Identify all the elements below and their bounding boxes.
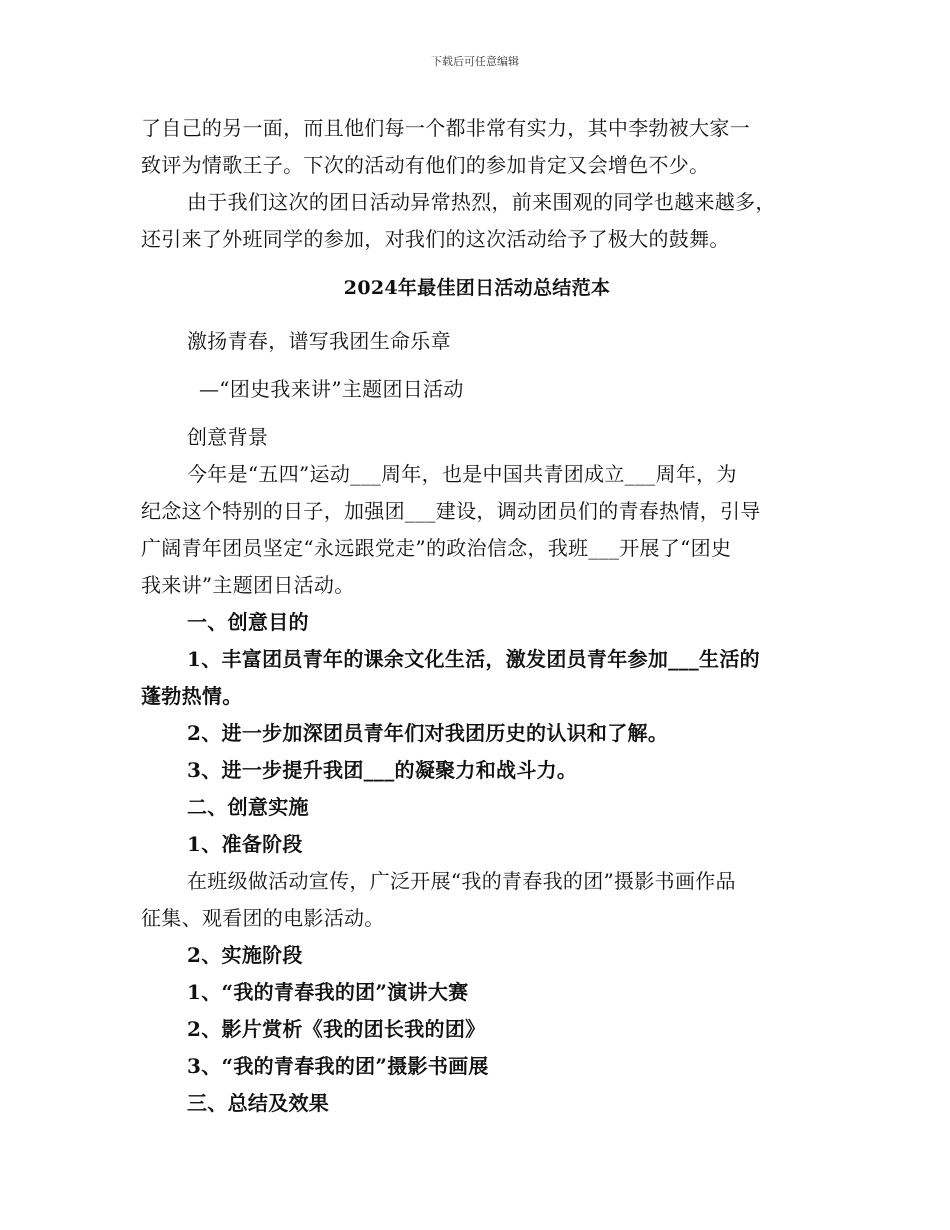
section1-item1-line2: 蓬勃热情。 [141, 684, 243, 708]
section2-event3: 3、“我的青春我的团”摄影书画展 [187, 1054, 489, 1078]
section2-phase1-line1: 在班级做活动宣传，广泛开展“我的青春我的团”摄影书画作品 [187, 869, 736, 893]
intro-p2-line1: 由于我们这次的团日活动异常热烈，前来围观的同学也越来越多， [187, 190, 776, 214]
document-body [141, 110, 813, 1122]
section2-event1: 1、“我的青春我的团”演讲大赛 [187, 980, 469, 1004]
page-header: 下载后可任意编辑 [431, 55, 519, 68]
section2-phase1: 1、准备阶段 [187, 832, 303, 856]
background-heading: 创意背景 [187, 425, 269, 449]
section1-heading: 一、创意目的 [187, 610, 309, 634]
section2-event2: 2、影片赏析《我的团长我的团》 [187, 1017, 486, 1041]
intro-p1-line2: 致评为情歌王子。下次的活动有他们的参加肯定又会增色不少。 [141, 153, 710, 177]
section3-heading: 三、总结及效果 [187, 1091, 330, 1115]
document-title: 2024年最佳团日活动总结范本 [343, 277, 611, 299]
section1-item1-line1: 1、丰富团员青年的课余文化生活，激发团员青年参加___生活的 [187, 647, 760, 671]
background-line4: 我来讲”主题团日活动。 [141, 573, 355, 597]
subtitle-2: —“团史我来讲”主题团日活动 [199, 377, 464, 401]
intro-p2-line2: 还引来了外班同学的参加，对我们的这次活动给予了极大的鼓舞。 [141, 227, 730, 251]
section2-phase1-line2: 征集、观看团的电影活动。 [141, 906, 385, 930]
section2-heading: 二、创意实施 [187, 795, 309, 819]
section1-item3: 3、进一步提升我团___的凝聚力和战斗力。 [187, 758, 578, 782]
intro-p1-line1: 了自己的另一面，而且他们每一个都非常有实力，其中李勃被大家一 [141, 116, 750, 140]
section1-item2: 2、进一步加深团员青年们对我团历史的认识和了解。 [187, 721, 669, 745]
background-line1: 今年是“五四”运动___周年，也是中国共青团成立___周年，为 [187, 462, 737, 486]
subtitle-1: 激扬青春，谱写我团生命乐章 [187, 329, 451, 353]
background-line3: 广阔青年团员坚定“永远跟党走”的政治信念，我班___开展了“团史 [141, 536, 732, 560]
section2-phase2: 2、实施阶段 [187, 943, 303, 967]
background-line2: 纪念这个特别的日子，加强团___建设，调动团员们的青春热情，引导 [141, 499, 761, 523]
